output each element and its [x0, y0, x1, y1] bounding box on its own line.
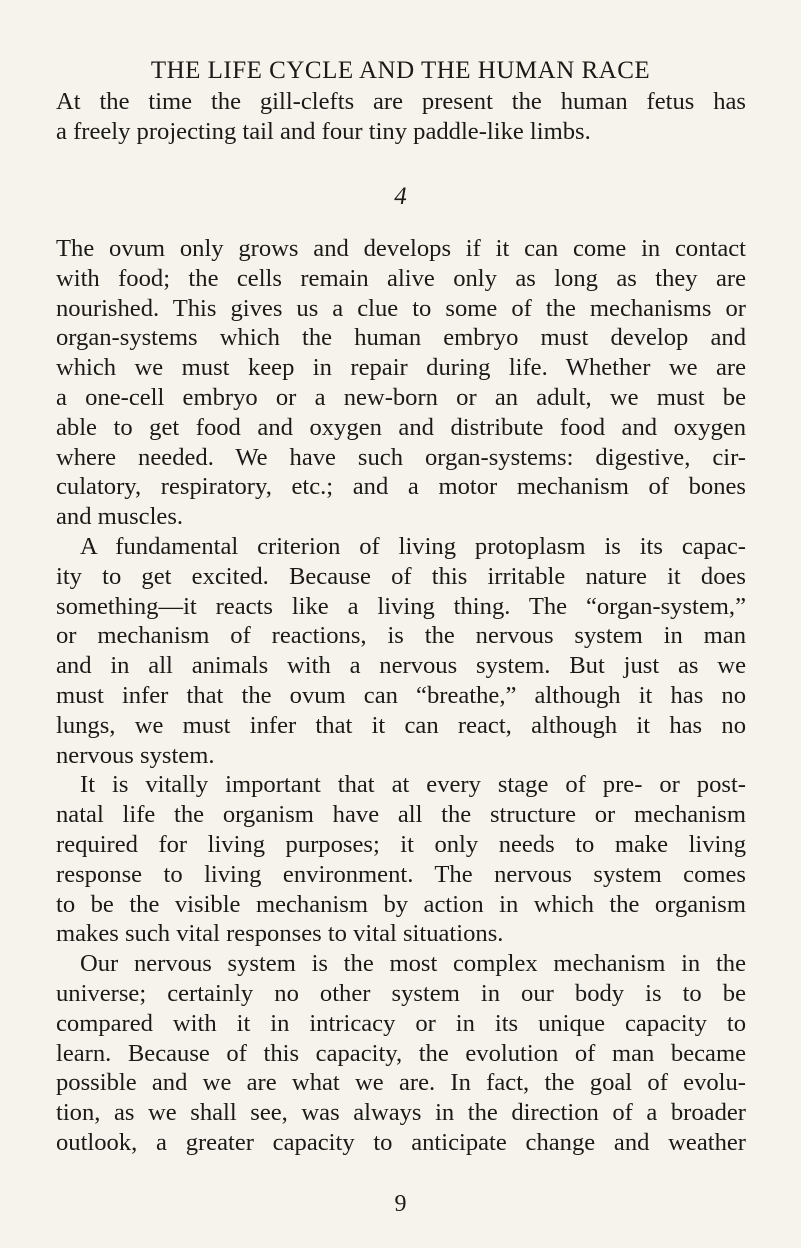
- text-line: It is vitally important that at every stage of pre- or post-: [80, 771, 746, 799]
- text-line: something—it reacts like a living thing. The “organ-system,”: [56, 592, 746, 620]
- text-line: a freely projecting tail and four tiny paddle-like limbs.: [56, 117, 591, 145]
- text-line: able to get food and oxygen and distribute food and oxygen: [56, 413, 746, 441]
- section-number: 4: [394, 183, 407, 210]
- text-line: nourished. This gives us a clue to some of the mechanisms or: [56, 294, 746, 322]
- text-line: with food; the cells remain alive only as long as they are: [56, 264, 746, 292]
- text-line: The ovum only grows and develops if it can come in contact: [56, 235, 746, 262]
- text-line: outlook, a greater capacity to anticipate change and weather: [56, 1128, 746, 1156]
- text-line: makes such vital responses to vital situations.: [56, 920, 504, 948]
- text-line: compared with it in intricacy or in its unique capacity to: [56, 1009, 746, 1037]
- text-line: and muscles.: [56, 503, 184, 531]
- text-line: response to living environment. The nervous system comes: [56, 860, 746, 888]
- text-line: natal life the organism have all the structure or mechanism: [56, 801, 746, 829]
- text-line: nervous system.: [56, 741, 215, 769]
- text-line: organ-systems which the human embryo must develop and: [56, 324, 746, 352]
- section-body: [56, 234, 746, 1158]
- text-line: universe; certainly no other system in our body is to be: [56, 979, 746, 1007]
- text-line: At the time the gill-clefts are present the human fetus has: [56, 88, 746, 115]
- text-line: must infer that the ovum can “breathe,” although it has no: [56, 681, 746, 709]
- text-line: lungs, we must infer that it can react, although it has no: [56, 711, 746, 739]
- text-line: tion, as we shall see, was always in the direction of a broader: [56, 1099, 746, 1127]
- running-head: THE LIFE CYCLE AND THE HUMAN RACE: [150, 57, 651, 84]
- text-line: Our nervous system is the most complex mechanism in the: [80, 950, 746, 978]
- text-line: where needed. We have such organ-systems: digestive, cir-: [56, 443, 746, 471]
- text-line: or mechanism of reactions, is the nervous system in man: [56, 622, 746, 650]
- text-line: and in all animals with a nervous system. But just as we: [56, 652, 746, 680]
- page-number: 9: [394, 1191, 407, 1217]
- text-line: a one-cell embryo or a new-born or an adult, we must be: [56, 383, 746, 411]
- paragraph-fetus: [56, 87, 746, 147]
- text-line: A fundamental criterion of living protoplasm is its capac-: [80, 532, 746, 560]
- text-line: ity to get excited. Because of this irritable nature it does: [56, 562, 746, 590]
- text-line: culatory, respiratory, etc.; and a motor mechanism of bones: [56, 473, 746, 501]
- text-line: learn. Because of this capacity, the evolution of man became: [56, 1039, 746, 1067]
- text-line: required for living purposes; it only needs to make living: [56, 830, 746, 858]
- text-line: possible and we are what we are. In fact, the goal of evolu-: [56, 1069, 746, 1097]
- text-line: to be the visible mechanism by action in which the organism: [56, 890, 746, 918]
- text-line: which we must keep in repair during life. Whether we are: [56, 354, 746, 382]
